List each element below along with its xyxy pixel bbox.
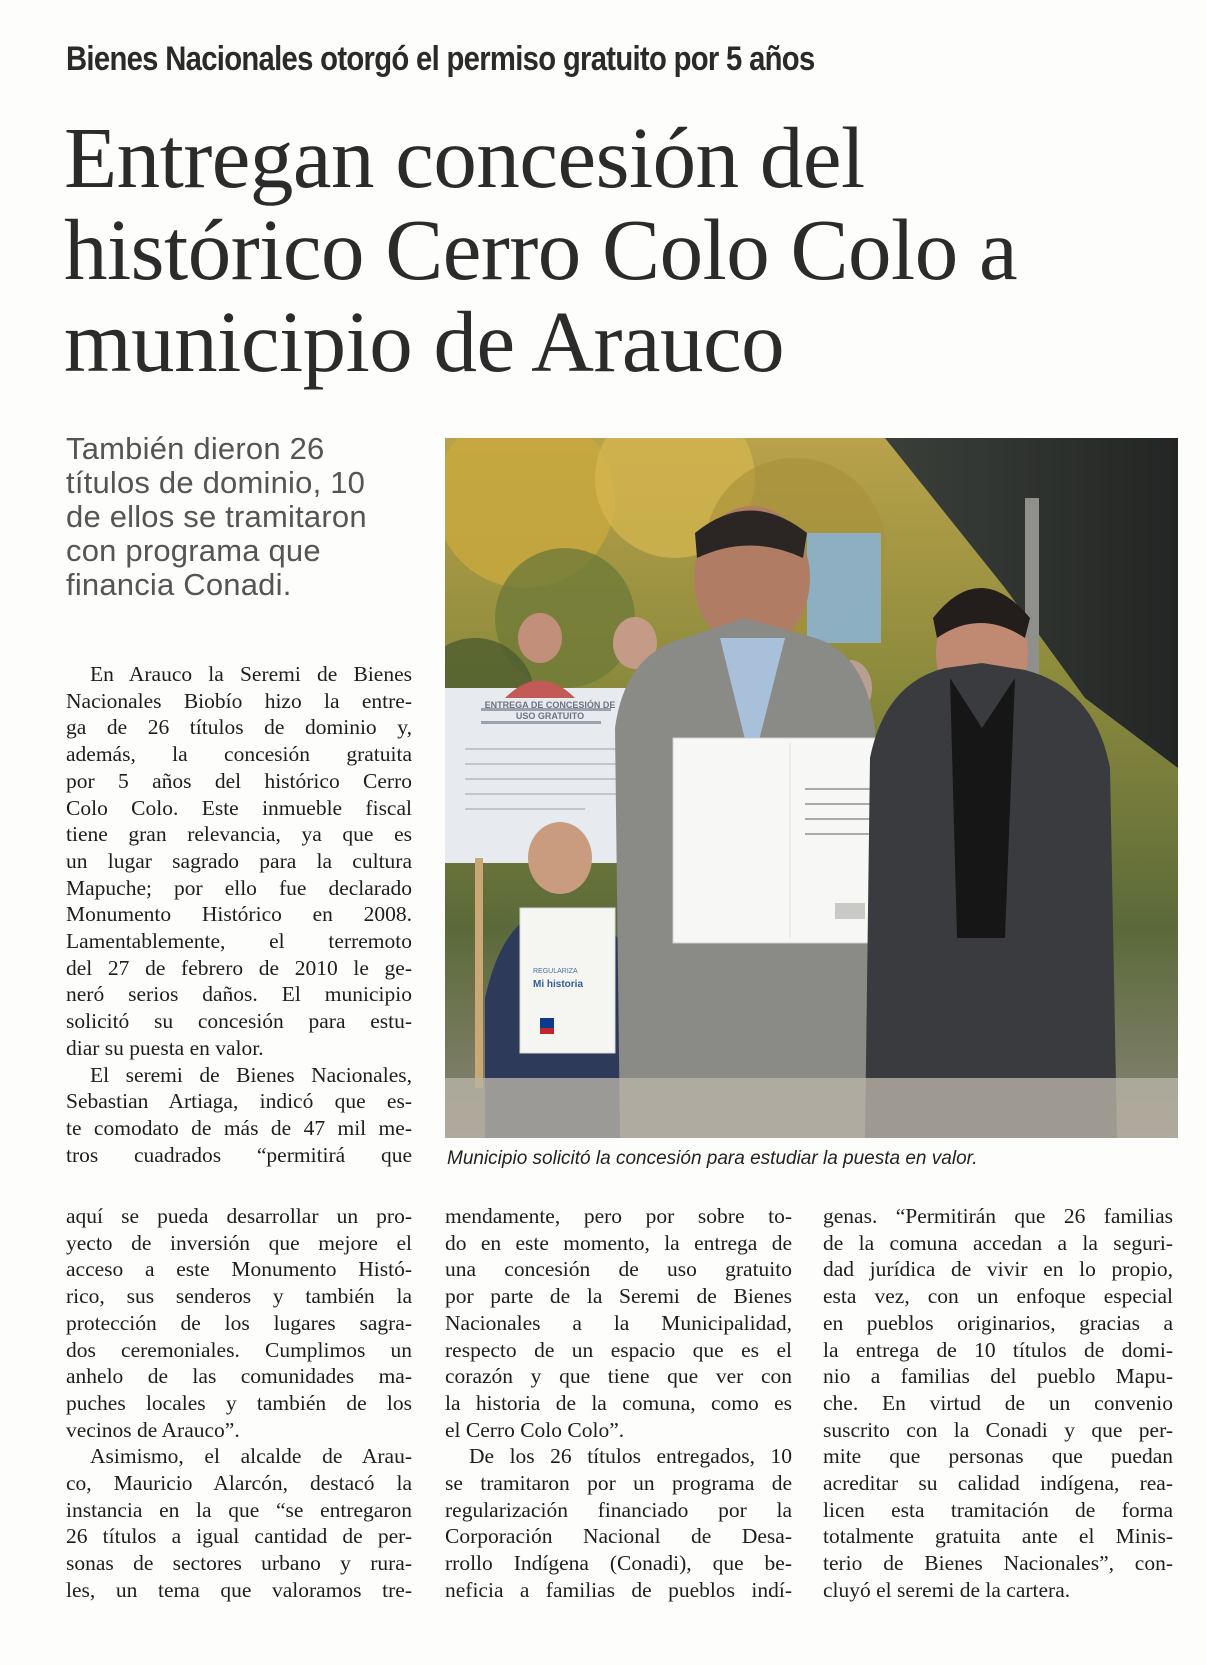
body-line: ga de 26 títulos de dominio y, bbox=[66, 715, 412, 740]
article-kicker: Bienes Nacionales otorgó el permiso gratuito por 5 años bbox=[66, 40, 815, 78]
body-line: acreditar su calidad indígena, rea- bbox=[823, 1471, 1173, 1496]
body-column-1-top bbox=[66, 661, 412, 1168]
body-line: vecinos de Arauco”. bbox=[66, 1417, 240, 1442]
body-line: che. En virtud de un convenio bbox=[823, 1390, 1173, 1415]
photo-illustration bbox=[445, 438, 1178, 1138]
body-line: dad jurídica de vivir en lo propio, bbox=[823, 1257, 1173, 1282]
body-line: En Arauco la Seremi de Bienes bbox=[90, 662, 412, 686]
body-line: puches locales y también de los bbox=[66, 1390, 412, 1415]
body-line: instancia en la que “se entregaron bbox=[66, 1497, 412, 1522]
deck-line: con programa que bbox=[66, 533, 321, 568]
body-paragraph bbox=[66, 1062, 412, 1169]
body-line: Mapuche; por ello fue declarado bbox=[66, 875, 412, 900]
body-line: mite que personas que puedan bbox=[823, 1444, 1173, 1469]
body-line: aquí se pueda desarrollar un pro- bbox=[66, 1204, 412, 1228]
body-line: Nacionales a la Municipalidad, bbox=[445, 1310, 792, 1335]
body-line: terio de Bienes Nacionales”, con- bbox=[823, 1551, 1173, 1576]
body-line: Monumento Histórico en 2008. bbox=[66, 902, 412, 927]
body-line: se tramitaron por un programa de bbox=[445, 1471, 792, 1496]
body-line: De los 26 títulos entregados, 10 bbox=[469, 1444, 792, 1469]
body-line: de la comuna accedan a la seguri- bbox=[823, 1230, 1173, 1255]
body-paragraph bbox=[66, 1203, 412, 1443]
body-line: te comodato de más de 47 mil me- bbox=[66, 1115, 412, 1140]
body-line: anhelo de las comunidades ma- bbox=[66, 1364, 412, 1389]
body-line: nio a familias del pueblo Mapu- bbox=[823, 1364, 1173, 1389]
body-line: la historia de la comuna, como es bbox=[445, 1390, 792, 1415]
body-line: el Cerro Colo Colo”. bbox=[445, 1417, 625, 1442]
body-paragraph bbox=[66, 1443, 412, 1603]
body-line: en pueblos originarios, gracias a bbox=[823, 1310, 1173, 1335]
body-line: Sebastian Artiaga, indicó que es- bbox=[66, 1089, 412, 1114]
body-line: Asimismo, el alcalde de Arau- bbox=[90, 1444, 412, 1469]
article-headline bbox=[64, 109, 1174, 390]
body-line: además, la concesión gratuita bbox=[66, 742, 412, 767]
deck-line: También dieron 26 bbox=[66, 431, 325, 466]
body-line: cluyó el seremi de la cartera. bbox=[823, 1577, 1071, 1602]
article-deck bbox=[66, 432, 426, 602]
deck-line: financia Conadi. bbox=[66, 567, 292, 602]
body-line: 26 títulos a igual cantidad de per- bbox=[66, 1524, 412, 1549]
body-line: regularización financiado por la bbox=[445, 1497, 792, 1522]
body-line: corazón y que tiene que ver con bbox=[445, 1364, 792, 1389]
photo-caption: Municipio solicitó la concesión para estudiar la puesta en valor. bbox=[447, 1148, 978, 1169]
body-line: genas. “Permitirán que 26 familias bbox=[823, 1204, 1173, 1228]
deck-line: títulos de dominio, 10 bbox=[66, 465, 366, 500]
body-line: El seremi de Bienes Nacionales, bbox=[90, 1062, 412, 1087]
body-paragraph bbox=[66, 661, 412, 1062]
body-line: mendamente, pero por sobre to- bbox=[445, 1204, 792, 1228]
article-photo bbox=[445, 438, 1178, 1138]
body-line: co, Mauricio Alarcón, destacó la bbox=[66, 1471, 412, 1496]
body-line: diar su puesta en valor. bbox=[66, 1035, 264, 1060]
body-line: protección de los lugares sagra- bbox=[66, 1310, 412, 1335]
body-line: yecto de inversión que mejore el bbox=[66, 1230, 412, 1255]
body-paragraph bbox=[823, 1203, 1173, 1604]
body-column-2 bbox=[445, 1203, 792, 1604]
body-line: do en este momento, la entrega de bbox=[445, 1230, 792, 1255]
body-line: licen esta tramitación de forma bbox=[823, 1497, 1173, 1522]
body-column-1-bottom bbox=[66, 1203, 412, 1604]
body-line: dos ceremoniales. Cumplimos un bbox=[66, 1337, 412, 1362]
body-line: por parte de la Seremi de Bienes bbox=[445, 1284, 792, 1309]
body-line: sonas de sectores urbano y rura- bbox=[66, 1551, 412, 1576]
body-line: Nacionales Biobío hizo la entre- bbox=[66, 688, 412, 713]
deck-line: de ellos se tramitaron bbox=[66, 499, 367, 534]
folder-brand-logo: Mi historia bbox=[533, 979, 584, 990]
body-line: rrollo Indígena (Conadi), que be- bbox=[445, 1551, 792, 1576]
folder-brand-top: REGULARIZA bbox=[533, 968, 578, 975]
body-line: una concesión de uso gratuito bbox=[445, 1257, 792, 1282]
body-line: un lugar sagrado para la cultura bbox=[66, 848, 412, 873]
body-line: Lamentablemente, el terremoto bbox=[66, 929, 412, 954]
body-line: esta vez, con un enfoque especial bbox=[823, 1284, 1173, 1309]
headline-line: histórico Cerro Colo Colo a bbox=[64, 201, 1018, 298]
body-line: rico, sus senderos y también la bbox=[66, 1284, 412, 1309]
headline-line: Entregan concesión del bbox=[64, 109, 865, 206]
body-line: por 5 años del histórico Cerro bbox=[66, 768, 412, 793]
body-line: Corporación Nacional de Desa- bbox=[445, 1524, 792, 1549]
body-paragraph bbox=[445, 1443, 792, 1603]
body-line: tros cuadrados “permitirá que bbox=[66, 1142, 412, 1167]
body-line: respecto de un espacio que es el bbox=[445, 1337, 792, 1362]
body-line: del 27 de febrero de 2010 le ge- bbox=[66, 955, 412, 980]
body-line: suscrito con la Conadi y que per- bbox=[823, 1417, 1173, 1442]
body-column-3 bbox=[823, 1203, 1173, 1604]
body-line: la entrega de 10 títulos de domi- bbox=[823, 1337, 1173, 1362]
body-line: acceso a este Monumento Histó- bbox=[66, 1257, 412, 1282]
body-paragraph bbox=[445, 1203, 792, 1443]
body-line: tiene gran relevancia, ya que es bbox=[66, 822, 412, 847]
body-line: neró serios daños. El municipio bbox=[66, 982, 412, 1007]
photo-sign-text: ENTREGA DE CONCESIÓN DE USO GRATUITO bbox=[484, 700, 616, 721]
headline-line: municipio de Arauco bbox=[64, 293, 785, 390]
body-line: les, un tema que valoramos tre- bbox=[66, 1577, 412, 1602]
body-line: totalmente gratuita ante el Minis- bbox=[823, 1524, 1173, 1549]
body-line: Colo Colo. Este inmueble fiscal bbox=[66, 795, 412, 820]
body-line: neficia a familias de pueblos indí- bbox=[445, 1577, 792, 1602]
body-line: solicitó su concesión para estu- bbox=[66, 1009, 412, 1034]
